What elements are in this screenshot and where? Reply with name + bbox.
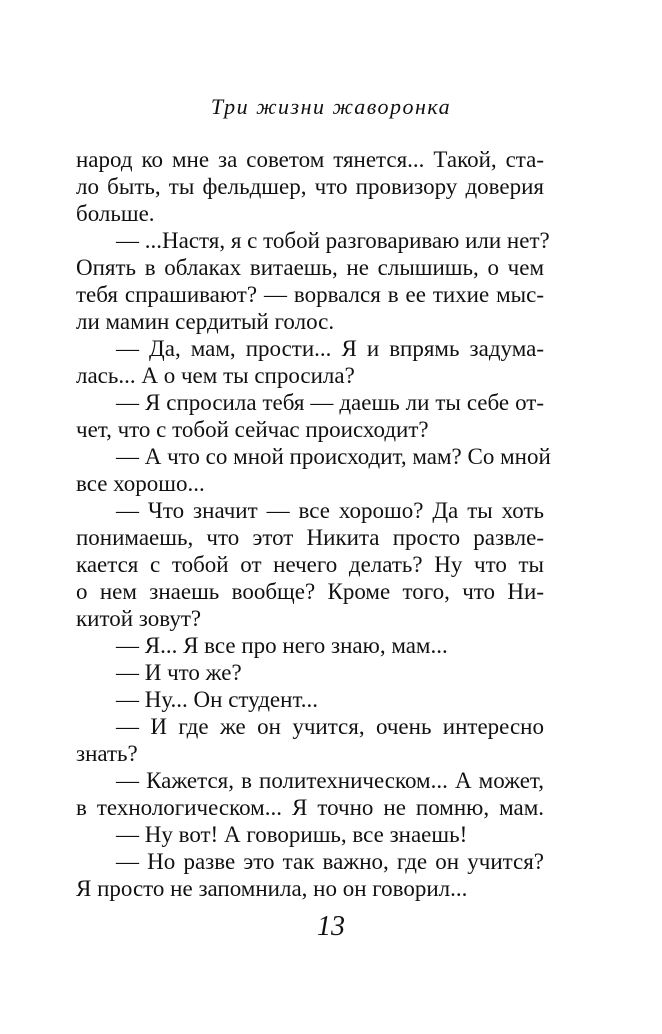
text-line: в технологическом... Я точно не помню, мам. bbox=[76, 795, 544, 820]
text-line: понимаешь, что этот Никита просто развле- bbox=[76, 525, 544, 550]
text-line: тебя спрашивают? — ворвался в ее тихие мыс- bbox=[76, 282, 544, 307]
text-line: больше. bbox=[76, 201, 155, 226]
text-line: Я просто не запомнила, но он говорил... bbox=[76, 876, 468, 901]
text-line: — Что значит — все хорошо? Да ты хоть bbox=[116, 498, 544, 523]
text-line: — И где же он учится, очень интересно bbox=[116, 714, 544, 739]
text-line: — ...Настя, я с тобой разговариваю или нет? bbox=[116, 228, 550, 253]
text-line: — Ну... Он студент... bbox=[116, 687, 319, 712]
text-line: ло быть, ты фельдшер, что провизору доверия bbox=[76, 174, 544, 199]
text-line: — А что со мной происходит, мам? Со мной bbox=[116, 444, 551, 469]
text-line: — Да, мам, прости... Я и впрямь задума- bbox=[116, 336, 544, 361]
text-line: чет, что с тобой сейчас происходит? bbox=[76, 417, 429, 442]
text-line: китой зовут? bbox=[76, 606, 202, 631]
text-line: народ ко мне за советом тянется... Такой, ста- bbox=[76, 147, 544, 172]
text-line: — Кажется, в политехническом... А может, bbox=[116, 768, 544, 793]
text-line: все хорошо... bbox=[76, 471, 205, 496]
text-line: — И что же? bbox=[116, 660, 242, 685]
running-title: Три жизни жаворонка bbox=[210, 94, 452, 119]
text-line: знать? bbox=[76, 741, 138, 766]
text-line: Опять в облаках витаешь, не слышишь, о чем bbox=[76, 255, 544, 280]
text-line: лась... А о чем ты спросила? bbox=[76, 363, 355, 388]
text-line: — Но разве это так важно, где он учится? bbox=[116, 849, 544, 874]
text-line: — Я... Я все про него знаю, мам... bbox=[116, 633, 448, 658]
text-line: — Я спросила тебя — даешь ли ты себе от- bbox=[116, 390, 544, 415]
text-line: кается с тобой от нечего делать? Ну что ты bbox=[76, 552, 544, 577]
text-line: — Ну вот! А говоришь, все знаешь! bbox=[116, 822, 468, 847]
text-line: ли мамин сердитый голос. bbox=[76, 309, 335, 334]
text-line: о нем знаешь вообще? Кроме того, что Ни- bbox=[76, 579, 544, 604]
page-number: 13 bbox=[317, 911, 345, 942]
